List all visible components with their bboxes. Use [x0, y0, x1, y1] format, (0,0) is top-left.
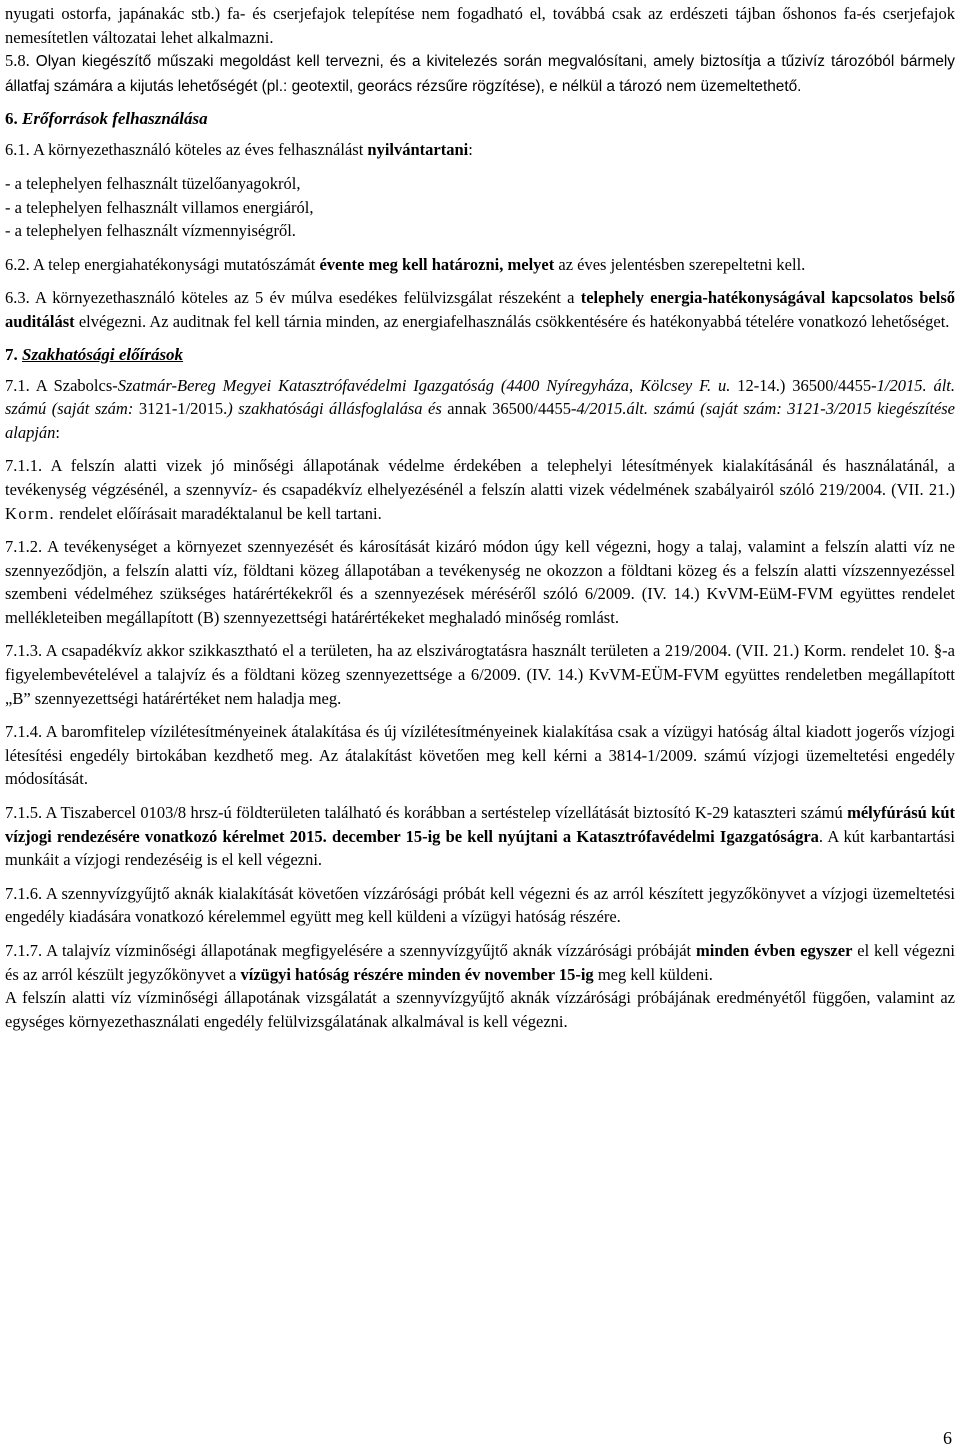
paragraph-7-1-4: 7.1.4. A baromfitelep vízilétesítményeinek átalakítása és új vízilétesítményeinek kialakítása csak a vízügyi hatóság által kiadott jogerős vízjogi létesítési engedély birtokában kezdhető meg. Az átalakítást követően meg kell kérni a 3814-1/2009. számú vízjogi üzemeltetési engedély módosítását.	[5, 722, 955, 789]
paragraph-6-2	[5, 253, 955, 277]
text: meg kell küldeni.	[593, 964, 713, 984]
paragraph-5-7-tail	[5, 2, 955, 49]
text: az éves jelentésben szerepeltetni kell.	[554, 254, 806, 274]
text: 3121-1/2015.	[138, 399, 228, 419]
italic-text: Szatmár-Bereg Megyei Katasztrófavédelmi Igazgatóság (4400 Nyíregyháza, Kölcsey F. u.	[117, 375, 731, 395]
text: 7.1. A Szabolcs-	[5, 375, 118, 395]
italic-text: 1/2015. ált. számú (saját szám:	[5, 375, 956, 419]
text: rendelet előírásait maradéktalanul be kell tartani.	[55, 503, 382, 523]
page-content	[5, 2, 955, 1033]
list-item: - a telephelyen felhasznált tüzelőanyagokról,	[5, 173, 301, 193]
italic-text: 4/2015.ált. számú (saját szám: 3121-3/2015 kiegészítése alapján	[5, 399, 956, 442]
text: el kell végezni és az arról készült jegyzőkönyvet a	[5, 941, 955, 984]
section-6-heading	[5, 106, 955, 132]
paragraph-7-1-1	[5, 454, 955, 525]
section-number: 7.	[5, 344, 18, 364]
text: 6.3. A környezethasználó köteles az 5 év múlva esedékes felülvizsgálat részeként a	[5, 288, 581, 308]
text: 12-14.) 36500/4455-	[730, 375, 877, 395]
section-number: 6.	[5, 109, 18, 129]
paragraph-7-1-7-continued: A felszín alatti víz vízminőségi állapotának vizsgálatát a szennyvízgyűjtő aknák vízzárósági próbájának eredményétől függően, valamint az egységes környezethasználati engedély felülvizsgálatának alkalmával is kell végezni.	[5, 988, 955, 1031]
text: . A kút karbantartási munkáit a vízjogi rendezéséig is el kell végezni.	[5, 826, 955, 870]
bold-text: évente meg kell határozni, melyet	[319, 254, 555, 274]
text: Korm.	[5, 503, 56, 523]
list-item: - a telephelyen felhasznált vízmennyiségről.	[5, 221, 296, 241]
bold-text: nyilvántartani	[367, 140, 469, 160]
text: :	[55, 422, 61, 442]
resource-list	[5, 172, 955, 243]
paragraph-7-1-7	[5, 939, 955, 986]
text: 6.1. A környezethasználó köteles az éves felhasználást	[5, 140, 368, 160]
paragraph-7-1-5	[5, 801, 955, 872]
text: 6.2. A telep energiahatékonysági mutatószámát	[5, 254, 320, 274]
paragraph-6-3	[5, 286, 955, 333]
paragraph-5-8	[5, 49, 955, 98]
text: nyugati ostorfa, japánakác stb.) fa- és cserjefajok telepítése nem fogadható el, továbbá csak az erdészeti tájban őshonos fa-és cserjefajok nemesítetlen változatai lehet alkalmazni.	[5, 4, 955, 47]
paragraph-7-1	[5, 374, 955, 445]
italic-text: ) szakhatósági állásfoglalása és	[227, 399, 442, 419]
paragraph-number: 5.8.	[5, 51, 30, 71]
text: 7.1.5. A Tiszabercel 0103/8 hrsz-ú földterületen található és korábban a sertéstelep vízellátását biztosító K-29 kataszteri számú	[5, 803, 848, 823]
bold-text: mélyfúrású kút vízjogi rendezésére vonatkozó kérelmet 2015. december 15-ig be kell nyújtani a Katasztrófavédelmi Igazgatóságra	[5, 803, 955, 846]
text: 7.1.1. A felszín alatti vizek jó minőségi állapotának védelme érdekében a telephelyi létesítmények kialakításánál és használatánál, a tevékenység végzésénél, a szennyvíz- és csapadékvíz elhelyezésénél a felszín alatti vizek védelmének szabályairól szóló 219/2004. (VII. 21.)	[5, 456, 955, 499]
bold-text: telephely energia-hatékonyságával kapcsolatos belső auditálást	[5, 288, 955, 331]
list-item: - a telephelyen felhasznált villamos energiáról,	[5, 197, 314, 217]
paragraph-7-1-6: 7.1.6. A szennyvízgyűjtő aknák kialakítását követően vízzárósági próbát kell végezni és az arról készített jegyzőkönyvet a vízjogi üzemeltetési engedély kiadására vonatkozó kérelemmel együtt meg kell küldeni a vízügyi hatóság részére.	[5, 883, 955, 927]
page-number: 6	[943, 1428, 952, 1448]
text: 7.1.7. A talajvíz vízminőségi állapotának megfigyelésére a szennyvízgyűjtő aknák vízzárósági próbáját	[5, 941, 696, 960]
text: : geotextil, georács rézsűre rögzítése), e nélkül a tározó nem üzemeltethető.	[283, 77, 802, 95]
text: Olyan kiegészítő műszaki megoldást kell tervezni, és a kivitelezés során megvalósítani, amely biztosítja a tűzivíz tározóból bármely állatfaj számára a kijutás lehetőségét (pl.	[5, 53, 955, 95]
text: annak 36500/4455-	[441, 399, 577, 419]
text: elvégezni. Az auditnak fel kell tárnia minden, az energiafelhasználás csökkentésére és hatékonyabbá tételére vonatkozó lehetőséget.	[74, 311, 950, 331]
section-title: Erőforrások felhasználása	[22, 109, 208, 129]
paragraph-7-1-3: 7.1.3. A csapadékvíz akkor szikkasztható el a területen, ha az elszivárogtatásra használt területen a 219/2004. (VII. 21.) Korm. rendelet 10. §-a figyelembevételével a talajvíz és a földtani közeg szennyezettsége a 6/2009. (IV. 14.) KvVM-EÜM-FVM együttes rendeletben megállapított „B” szennyezettségi határértéket nem haladja meg.	[5, 641, 955, 708]
paragraph-7-1-2: 7.1.2. A tevékenységet a környezet szennyezését és károsítását kizáró módon úgy kell végezni, hogy a talaj, valamint a felszín alatti víz ne szennyeződjön, a felszín alatti víz, földtani közeg állapotában a tevékenység ne okozzon a földtani közeg és a felszín alatti vízszennyezéssel szembeni védelméhez szükséges határértékekről és a szennyezések méréséről szóló 6/2009. (IV. 14.) KvVM-EüM-FVM együttes rendelet mellékleteiben megállapított (B) szennyezettségi határértékeket meghaladó minőség romlást.	[5, 537, 955, 627]
text: :	[468, 140, 473, 160]
bold-text: minden évben egyszer	[695, 941, 853, 960]
section-title: Szakhatósági előírások	[22, 344, 184, 364]
bold-text: vízügyi hatóság részére minden év november 15-ig	[240, 964, 594, 984]
section-7-heading	[5, 342, 955, 368]
paragraph-6-1	[5, 138, 955, 162]
